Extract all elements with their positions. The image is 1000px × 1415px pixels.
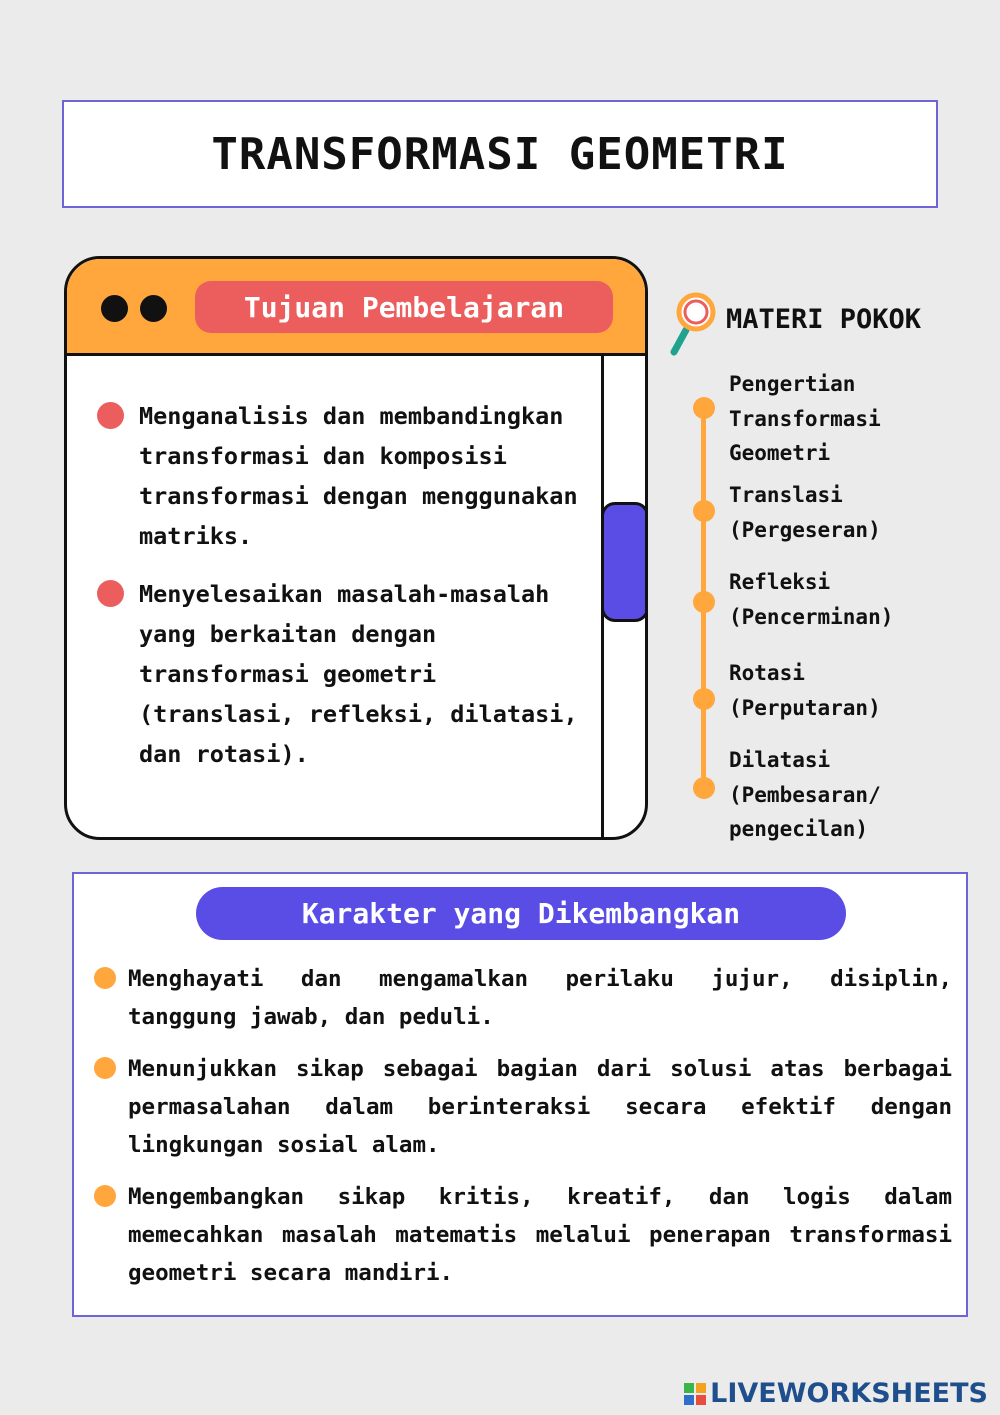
bullet-icon [94,1185,116,1207]
window-dot-icon [101,295,128,322]
materi-item-text: Refleksi (Pencerminan) [729,570,894,629]
tujuan-label: Tujuan Pembelajaran [195,281,613,333]
timeline-dot-icon [693,591,715,613]
tujuan-item-text: Menyelesaikan masalah-masalah yang berkaitan dengan transformasi geometri (translasi, refleksi, dilatasi, dan rotasi). [139,580,578,768]
timeline-dot-icon [693,500,715,522]
tujuan-window [64,256,648,840]
materi-title: MATERI POKOK [726,304,922,335]
karakter-item [94,960,952,1036]
magnifier-icon [668,290,724,356]
karakter-label: Karakter yang Dikembangkan [196,887,846,940]
karakter-item [94,1178,952,1292]
brand-logo [684,1378,988,1409]
timeline-dot-icon [693,688,715,710]
karakter-item-text: Mengembangkan sikap kritis, kreatif, dan logis dalam memecahkan masalah matematis melalui penerapan transformasi geometri secara mandiri. [128,1184,952,1286]
timeline-dot-icon [693,777,715,799]
materi-item-text: Dilatasi (Pembesaran/ pengecilan) [729,748,881,841]
window-dot-icon [140,295,167,322]
bullet-icon [97,402,124,429]
brand-text: LIVEWORKSHEETS [710,1378,988,1409]
tujuan-item [97,574,587,774]
materi-item-text: Pengertian Transformasi Geometri [729,372,881,465]
bullet-icon [94,967,116,989]
karakter-item-text: Menghayati dan mengamalkan perilaku jujur, disiplin, tanggung jawab, dan peduli. [128,966,952,1030]
bullet-icon [97,580,124,607]
materi-item-text: Rotasi (Perputaran) [729,661,881,720]
karakter-box [72,872,968,1317]
karakter-item-text: Menunjukkan sikap sebagai bagian dari solusi atas berbagai permasalahan dalam berinteraksi secara efektif dengan lingkungan sosial alam. [128,1056,952,1158]
tujuan-item [97,396,587,556]
timeline-dot-icon [693,397,715,419]
bullet-icon [94,1057,116,1079]
title-box [62,100,938,208]
materi-item-text: Translasi (Pergeseran) [729,483,881,542]
page-title: TRANSFORMASI GEOMETRI [211,128,789,180]
window-header [67,259,645,356]
tujuan-item-text: Menganalisis dan membandingkan transformasi dan komposisi transformasi dengan menggunakan matriks. [139,402,578,550]
scrollbar-thumb[interactable] [601,502,648,622]
karakter-item [94,1050,952,1164]
brand-icon [684,1383,706,1405]
materi-header [668,290,968,354]
